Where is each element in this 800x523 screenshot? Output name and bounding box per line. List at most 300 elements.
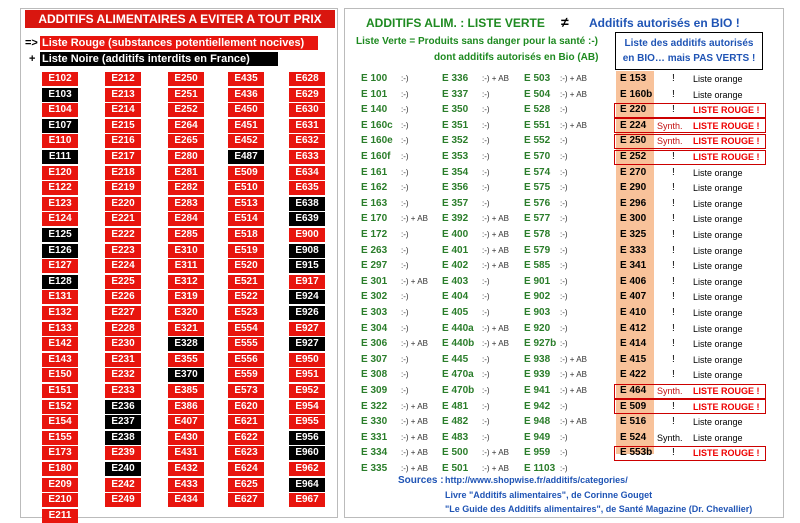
green-additive-code: E 353 xyxy=(442,151,469,162)
warning-mark: ! xyxy=(672,229,675,240)
green-additive-code: E 336 xyxy=(442,73,469,84)
additive-code-red: E222 xyxy=(105,228,141,242)
green-additive-status: :-) xyxy=(560,152,568,161)
additive-code-red: E217 xyxy=(105,150,141,164)
additive-code-red: E212 xyxy=(105,72,141,86)
green-additive-code: E 570 xyxy=(524,151,551,162)
green-additive-code: E 101 xyxy=(361,88,388,100)
additive-code-red: E242 xyxy=(105,478,141,492)
additive-code-red: E214 xyxy=(105,103,141,117)
additive-code-red: E513 xyxy=(228,197,264,211)
green-additive-status: :-) xyxy=(560,105,568,115)
green-additive-status: :-) xyxy=(482,136,490,146)
green-additive-status: :-) xyxy=(560,448,568,458)
additive-code-red: E311 xyxy=(168,259,204,273)
additive-code-red: E620 xyxy=(228,400,264,414)
additive-code-black: E238 xyxy=(105,431,141,445)
warning-mark: ! xyxy=(672,151,675,162)
bio-additive-code: E 415 xyxy=(620,353,647,365)
additive-code-red: E220 xyxy=(105,197,141,211)
additive-code-red: E521 xyxy=(228,275,264,289)
red-list-note: LISTE ROUGE ! xyxy=(693,120,760,131)
bio-additive-code: E 224 xyxy=(620,119,647,131)
red-list-note: LISTE ROUGE ! xyxy=(693,105,760,116)
red-list-title: ADDITIFS ALIMENTAIRES A EVITER A TOUT PRIX xyxy=(25,10,335,28)
green-additive-status: :-) xyxy=(482,354,490,364)
warning-mark: ! xyxy=(672,416,675,428)
green-additive-status: :-) xyxy=(482,432,490,442)
green-additive-status: :-) xyxy=(401,198,409,208)
green-additive-code: E 445 xyxy=(442,353,469,365)
green-additive-code: E 577 xyxy=(524,213,551,225)
warning-mark: ! xyxy=(672,353,675,365)
green-additive-code: E 552 xyxy=(524,135,551,147)
green-additive-code: E 405 xyxy=(442,307,469,318)
green-additive-code: E 100 xyxy=(361,73,388,84)
additive-code-red: E265 xyxy=(168,134,204,148)
green-additive-status: :-) xyxy=(401,308,409,317)
green-additive-code: E 483 xyxy=(442,431,469,443)
additive-code-black: E908 xyxy=(289,244,325,258)
warning-mark: ! xyxy=(672,322,675,334)
additive-code-red: E102 xyxy=(42,72,78,86)
bio-additive-code: E 250 xyxy=(620,135,647,147)
additive-code-black: E128 xyxy=(42,275,78,289)
bio-additive-code: E 524 xyxy=(620,431,647,443)
orange-list-note: Liste orange xyxy=(693,183,743,194)
additive-code-red: E554 xyxy=(228,322,264,336)
additive-code-red: E213 xyxy=(105,88,141,102)
additive-code-red: E510 xyxy=(228,181,264,195)
sources-label: Sources : xyxy=(398,475,444,486)
bio-additive-code: E 422 xyxy=(620,369,647,381)
additive-code-red: E635 xyxy=(289,181,325,195)
green-additive-status: :-) xyxy=(401,245,409,255)
additive-code-red: E219 xyxy=(105,181,141,195)
green-additive-status: :-) xyxy=(482,167,490,177)
additive-code-red: E625 xyxy=(228,478,264,492)
additive-code-red: E223 xyxy=(105,244,141,258)
additive-code-red: E954 xyxy=(289,400,325,414)
warning-mark: ! xyxy=(672,338,675,350)
green-additive-status: :-) + AB xyxy=(401,276,428,286)
additive-code-red: E155 xyxy=(42,431,78,445)
additive-code-black: E639 xyxy=(289,212,325,226)
green-additive-status: :-) xyxy=(482,401,490,411)
additive-code-red: E950 xyxy=(289,353,325,367)
green-additive-code: E 160f xyxy=(361,151,391,162)
additive-code-black: E924 xyxy=(289,290,325,304)
orange-list-note: Liste orange xyxy=(693,230,743,240)
additive-code-red: E556 xyxy=(228,353,264,367)
green-additive-status: :-) xyxy=(560,245,568,255)
warning-mark: ! xyxy=(672,260,675,272)
additive-code-red: E211 xyxy=(42,509,78,523)
green-additive-status: :-) + AB xyxy=(482,230,509,239)
additive-code-red: E627 xyxy=(228,493,264,507)
green-additive-code: E 400 xyxy=(442,229,469,240)
source-book-2: "Le Guide des Additifs alimentaires", de Santé Magazine (Dr. Chevallier) xyxy=(445,504,753,514)
red-list-note: LISTE ROUGE ! xyxy=(693,386,760,396)
source-book-1: Livre "Additifs alimentaires", de Corinne Gouget xyxy=(445,490,653,500)
additive-code-black: E126 xyxy=(42,244,78,258)
green-additive-code: E 528 xyxy=(524,104,551,116)
green-additive-code: E 335 xyxy=(361,463,388,474)
additive-code-red: E132 xyxy=(42,306,78,320)
green-additive-code: E 297 xyxy=(361,260,388,272)
additive-code-red: E624 xyxy=(228,462,264,476)
synthetic-label: Synth. xyxy=(657,120,683,131)
green-additive-code: E 948 xyxy=(524,416,551,428)
green-additive-code: E 404 xyxy=(442,291,469,303)
additive-code-red: E434 xyxy=(168,493,204,507)
red-list-note: LISTE ROUGE ! xyxy=(693,401,760,412)
orange-list-note: Liste orange xyxy=(693,370,743,381)
green-additive-code: E 322 xyxy=(361,400,388,412)
green-additive-status: :-) + AB xyxy=(401,214,428,224)
bio-header-line1: Liste des additifs autorisés xyxy=(624,38,754,49)
green-additive-code: E 162 xyxy=(361,182,388,194)
orange-list-note: Liste orange xyxy=(693,417,743,428)
legend-black-marker: + xyxy=(29,53,36,65)
warning-mark: ! xyxy=(672,88,675,100)
additive-code-black: E103 xyxy=(42,88,78,102)
additive-code-black: E370 xyxy=(168,368,204,382)
green-additive-status: :-) xyxy=(401,105,409,115)
red-list-note: LISTE ROUGE ! xyxy=(693,136,760,147)
additive-code-red: E522 xyxy=(228,290,264,304)
green-additive-code: E 303 xyxy=(361,307,388,318)
additive-code-black: E236 xyxy=(105,400,141,414)
additive-code-red: E559 xyxy=(228,368,264,382)
green-additive-status: :-) xyxy=(560,230,568,239)
additive-code-red: E233 xyxy=(105,384,141,398)
additive-code-red: E632 xyxy=(289,134,325,148)
warning-mark: ! xyxy=(672,213,675,225)
bio-subtitle: dont additifs autorisés en Bio (AB) xyxy=(434,52,599,63)
bio-additive-code: E 410 xyxy=(620,307,647,318)
additive-code-red: E628 xyxy=(289,72,325,86)
green-additive-code: E 482 xyxy=(442,416,469,428)
bio-additive-code: E 333 xyxy=(620,244,647,256)
green-additive-status: :-) xyxy=(401,386,409,395)
legend-red-list: Liste Rouge (substances potentiellement nocives) xyxy=(40,36,318,50)
green-additive-code: E 352 xyxy=(442,135,469,147)
additive-code-red: E433 xyxy=(168,478,204,492)
additive-code-black: E111 xyxy=(42,150,78,164)
green-additive-status: :-) xyxy=(560,464,568,473)
green-additive-code: E 440a xyxy=(442,322,474,334)
additive-code-red: E962 xyxy=(289,462,325,476)
additive-code-red: E282 xyxy=(168,181,204,195)
green-additive-code: E 901 xyxy=(524,275,551,287)
additive-code-red: E209 xyxy=(42,478,78,492)
warning-mark: ! xyxy=(672,400,675,412)
additive-code-red: E319 xyxy=(168,290,204,304)
green-additive-code: E 1103 xyxy=(524,463,556,474)
green-additive-status: :-) xyxy=(482,89,490,99)
additive-code-red: E967 xyxy=(289,493,325,507)
additive-code-black: E125 xyxy=(42,228,78,242)
additive-code-black: E638 xyxy=(289,197,325,211)
green-additive-code: E 304 xyxy=(361,322,388,334)
synthetic-label: Synth. xyxy=(657,386,683,396)
orange-list-note: Liste orange xyxy=(693,89,743,100)
green-additive-code: E 161 xyxy=(361,166,388,178)
green-additive-status: :-) + AB xyxy=(401,464,428,473)
green-list-subtitle: Liste Verte = Produits sans danger pour la santé :-) xyxy=(356,36,599,47)
additive-code-red: E122 xyxy=(42,181,78,195)
additive-code-red: E215 xyxy=(105,119,141,133)
green-list-title: ADDITIFS ALIM. : LISTE VERTE xyxy=(366,16,545,30)
green-additive-status: :-) + AB xyxy=(482,448,509,458)
additive-code-red: E622 xyxy=(228,431,264,445)
green-additive-code: E 351 xyxy=(442,119,469,131)
green-additive-status: :-) xyxy=(560,183,568,193)
green-additive-status: :-) xyxy=(560,401,568,411)
green-additive-code: E 949 xyxy=(524,431,551,443)
green-additive-status: :-) + AB xyxy=(401,417,428,427)
green-additive-status: :-) + AB xyxy=(401,339,428,349)
additive-code-red: E509 xyxy=(228,166,264,180)
green-additive-code: E 334 xyxy=(361,447,388,459)
orange-list-note: Liste orange xyxy=(693,276,743,287)
warning-mark: ! xyxy=(672,166,675,178)
additive-code-red: E436 xyxy=(228,88,264,102)
additive-code-red: E232 xyxy=(105,368,141,382)
bio-additive-code: E 270 xyxy=(620,166,647,178)
green-additive-status: :-) xyxy=(482,183,490,193)
green-additive-status: :-) xyxy=(482,198,490,208)
additive-code-red: E249 xyxy=(105,493,141,507)
additive-code-red: E518 xyxy=(228,228,264,242)
additive-code-red: E573 xyxy=(228,384,264,398)
green-additive-code: E 263 xyxy=(361,244,388,256)
red-list-note: LISTE ROUGE ! xyxy=(693,152,760,162)
bio-additive-code: E 325 xyxy=(620,229,647,240)
green-additive-code: E 401 xyxy=(442,244,469,256)
additive-code-red: E451 xyxy=(228,119,264,133)
green-additive-status: :-) + AB xyxy=(482,261,509,271)
green-additive-status: :-) xyxy=(482,292,490,302)
additive-code-red: E634 xyxy=(289,166,325,180)
red-list-note: LISTE ROUGE ! xyxy=(693,448,760,459)
green-additive-status: :-) xyxy=(482,308,490,317)
green-additive-code: E 170 xyxy=(361,213,388,225)
green-additive-status: :-) xyxy=(482,370,490,380)
additive-code-red: E133 xyxy=(42,322,78,336)
orange-list-note: Liste orange xyxy=(693,323,743,334)
green-additive-status: :-) xyxy=(560,276,568,286)
additive-code-red: E173 xyxy=(42,446,78,460)
warning-mark: ! xyxy=(672,104,675,116)
orange-list-note: Liste orange xyxy=(693,74,743,84)
additive-code-red: E284 xyxy=(168,212,204,226)
bio-additive-code: E 406 xyxy=(620,275,647,287)
green-additive-code: E 330 xyxy=(361,416,388,428)
green-additive-status: :-) xyxy=(401,183,409,193)
green-additive-status: :-) xyxy=(401,230,409,239)
additive-code-red: E250 xyxy=(168,72,204,86)
additive-code-red: E221 xyxy=(105,212,141,226)
green-additive-status: :-) + AB xyxy=(482,245,509,255)
bio-additive-code: E 412 xyxy=(620,322,647,334)
orange-list-note: Liste orange xyxy=(693,245,743,256)
additive-code-red: E120 xyxy=(42,166,78,180)
additive-code-black: E927 xyxy=(289,337,325,351)
green-additive-code: E 160c xyxy=(361,119,393,131)
bio-not-green-header xyxy=(615,32,763,70)
green-additive-code: E 307 xyxy=(361,353,388,365)
green-additive-status: :-) xyxy=(482,417,490,427)
additive-code-red: E227 xyxy=(105,306,141,320)
green-additive-code: E 551 xyxy=(524,119,551,131)
green-additive-status: :-) xyxy=(401,74,409,83)
green-additive-status: :-) xyxy=(560,323,568,333)
green-additive-code: E 308 xyxy=(361,369,388,381)
bio-additive-code: E 509 xyxy=(620,400,647,412)
additive-code-red: E110 xyxy=(42,134,78,148)
additive-code-red: E210 xyxy=(42,493,78,507)
bio-additive-code: E 414 xyxy=(620,338,647,350)
additive-code-red: E321 xyxy=(168,322,204,336)
source-link[interactable]: http://www.shopwise.fr/additifs/categories/ xyxy=(445,475,628,485)
warning-mark: ! xyxy=(672,447,675,459)
additive-code-red: E152 xyxy=(42,400,78,414)
orange-list-note: Liste orange xyxy=(693,292,743,303)
green-additive-code: E 481 xyxy=(442,400,469,412)
green-additive-status: :-) + AB xyxy=(560,370,587,380)
green-additive-code: E 356 xyxy=(442,182,469,194)
additive-code-black: E915 xyxy=(289,259,325,273)
additive-code-black: E487 xyxy=(228,150,264,164)
additive-code-black: E926 xyxy=(289,306,325,320)
additive-code-red: E952 xyxy=(289,384,325,398)
additive-code-red: E430 xyxy=(168,431,204,445)
additive-code-red: E264 xyxy=(168,119,204,133)
green-additive-status: :-) + AB xyxy=(560,354,587,364)
additive-code-red: E226 xyxy=(105,290,141,304)
legend-black-list: Liste Noire (additifs interdits en France) xyxy=(40,52,278,66)
additive-code-red: E435 xyxy=(228,72,264,86)
green-additive-code: E 941 xyxy=(524,385,551,396)
additive-code-red: E623 xyxy=(228,446,264,460)
additive-code-red: E450 xyxy=(228,103,264,117)
additive-code-black: E328 xyxy=(168,337,204,351)
green-additive-code: E 501 xyxy=(442,463,469,474)
additive-code-red: E225 xyxy=(105,275,141,289)
green-additive-code: E 331 xyxy=(361,431,388,443)
bio-additive-code: E 290 xyxy=(620,182,647,194)
warning-mark: ! xyxy=(672,73,675,84)
green-additive-status: :-) xyxy=(401,323,409,333)
green-additive-code: E 574 xyxy=(524,166,551,178)
additive-code-red: E900 xyxy=(289,228,325,242)
bio-additive-code: E 300 xyxy=(620,213,647,225)
additive-code-red: E143 xyxy=(42,353,78,367)
bio-additive-code: E 220 xyxy=(620,104,647,116)
green-additive-code: E 440b xyxy=(442,338,475,350)
synthetic-label: Synth. xyxy=(657,136,683,147)
green-additive-code: E 500 xyxy=(442,447,469,459)
green-additive-status: :-) + AB xyxy=(482,74,509,83)
additive-code-red: E150 xyxy=(42,368,78,382)
additive-code-red: E917 xyxy=(289,275,325,289)
additive-code-red: E251 xyxy=(168,88,204,102)
green-additive-status: :-) + AB xyxy=(482,339,509,349)
additive-code-red: E216 xyxy=(105,134,141,148)
additive-code-red: E407 xyxy=(168,415,204,429)
additive-code-red: E385 xyxy=(168,384,204,398)
additive-code-red: E312 xyxy=(168,275,204,289)
green-additive-code: E 160e xyxy=(361,135,393,147)
additive-code-red: E621 xyxy=(228,415,264,429)
green-additive-status: :-) + AB xyxy=(482,464,509,473)
green-additive-code: E 354 xyxy=(442,166,469,178)
bio-additive-code: E 341 xyxy=(620,260,647,272)
orange-list-note: Liste orange xyxy=(693,432,743,443)
warning-mark: ! xyxy=(672,369,675,381)
additive-code-red: E285 xyxy=(168,228,204,242)
additive-code-red: E228 xyxy=(105,322,141,336)
green-additive-status: :-) xyxy=(560,432,568,442)
orange-list-note: Liste orange xyxy=(693,339,743,350)
additive-code-red: E239 xyxy=(105,446,141,460)
green-additive-code: E 403 xyxy=(442,275,469,287)
bio-additive-code: E 553b xyxy=(620,447,653,459)
green-additive-status: :-) + AB xyxy=(560,417,587,427)
additive-code-red: E519 xyxy=(228,244,264,258)
warning-mark: ! xyxy=(672,291,675,303)
green-additive-code: E 939 xyxy=(524,369,551,381)
green-additive-status: :-) xyxy=(560,308,568,317)
green-additive-code: E 902 xyxy=(524,291,551,303)
additive-code-red: E281 xyxy=(168,166,204,180)
bio-title: Additifs autorisés en BIO ! xyxy=(589,16,740,30)
warning-mark: ! xyxy=(672,182,675,194)
green-additive-status: :-) xyxy=(560,339,568,349)
additive-code-red: E280 xyxy=(168,150,204,164)
green-additive-code: E 579 xyxy=(524,244,551,256)
synthetic-label: Synth. xyxy=(657,432,683,443)
additive-code-red: E127 xyxy=(42,259,78,273)
additive-code-black: E237 xyxy=(105,415,141,429)
green-additive-status: :-) + AB xyxy=(560,74,587,83)
additive-code-red: E955 xyxy=(289,415,325,429)
additive-code-black: E960 xyxy=(289,446,325,460)
additive-code-red: E142 xyxy=(42,337,78,351)
additive-code-red: E630 xyxy=(289,103,325,117)
green-additive-code: E 337 xyxy=(442,88,469,100)
green-additive-code: E 302 xyxy=(361,291,388,303)
green-additive-status: :-) + AB xyxy=(401,432,428,442)
green-additive-status: :-) + AB xyxy=(560,386,587,395)
bio-additive-code: E 296 xyxy=(620,197,647,209)
green-additive-status: :-) xyxy=(560,292,568,302)
additive-code-red: E555 xyxy=(228,337,264,351)
additive-code-red: E310 xyxy=(168,244,204,258)
green-additive-status: :-) + AB xyxy=(560,89,587,99)
green-additive-status: :-) + AB xyxy=(560,120,587,130)
additive-code-red: E927 xyxy=(289,322,325,336)
additive-code-red: E131 xyxy=(42,290,78,304)
green-additive-status: :-) xyxy=(401,292,409,302)
green-additive-status: :-) + AB xyxy=(482,214,509,224)
green-additive-status: :-) xyxy=(482,120,490,130)
green-additive-code: E 503 xyxy=(524,73,551,84)
additive-code-red: E104 xyxy=(42,103,78,117)
green-additive-code: E 920 xyxy=(524,322,551,334)
